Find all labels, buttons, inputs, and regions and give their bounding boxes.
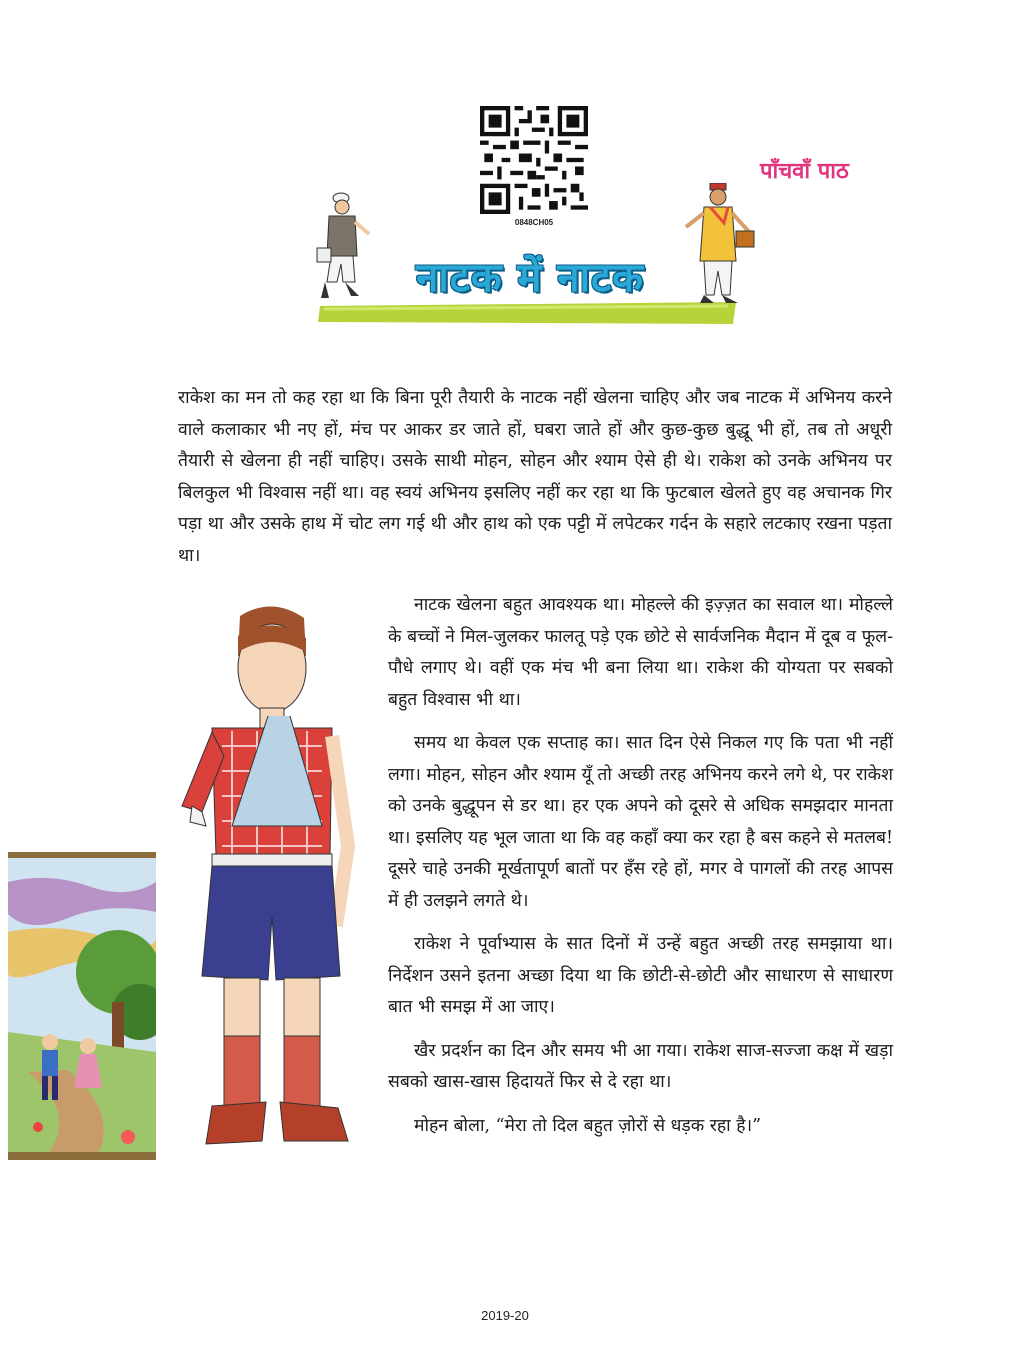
page-footer-year: 2019-20 — [481, 1308, 529, 1323]
body-paragraph: मोहन बोला, “मेरा तो दिल बहुत ज़ोरों से धड़क रहा है।” — [414, 1115, 762, 1136]
title-banner-strip — [318, 300, 738, 326]
qr-code-label: 0848CH05 — [514, 218, 554, 227]
lesson-number: पाँचवाँ पाठ — [760, 159, 849, 184]
body-paragraph: नाटक खेलना बहुत आवश्यक था। मोहल्ले की इज़्ज़त का सवाल था। मोहल्ले के बच्चों ने मिल-जुलकर फालतू पड़े एक छोटे से सार्वजनिक मैदान में दूब व फूल-पौधे लगाए थे। वहीं एक मंच भी बना लिया था। राकेश की योग्यता पर सबको बहुत विश्वास भी था। — [388, 595, 893, 710]
chapter-title: नाटक में नाटक — [416, 255, 644, 301]
right-text-column — [388, 590, 893, 1154]
body-paragraph: राकेश ने पूर्वाभ्यास के सात दिनों में उन्हें बहुत अच्छी तरह समझाया था। निर्देशन उसने इतना अच्छा दिया था कि छोटी-से-छोटी और साधारण से साधारण बात भी समझ में आ जाए। — [388, 934, 893, 1017]
qr-code-icon — [480, 106, 588, 214]
intro-paragraph: राकेश का मन तो कह रहा था कि बिना पूरी तैयारी के नाटक नहीं खेलना चाहिए और जब नाटक में अभिनय करने वाले कलाकार भी नए हों, मंच पर आकर डर जाते हों, घबरा जाते हों और कुछ-कुछ बुद्धू भी हों, तब तो अधूरी तैयारी से खेलना ही नहीं चाहिए। उसके साथी मोहन, सोहन और श्याम ऐसे ही थे। राकेश को उनके अभिनय पर बिलकुल भी विश्वास नहीं था। वह स्वयं अभिनय इसलिए नहीं कर रहा था कि फुटबाल खेलते हुए वह अचानक गिर पड़ा था और उसके हाथ में चोट लग गई थी और हाथ को एक पट्टी में लपेटकर गर्दन के सहारे लटकाए रखना पड़ता था। — [178, 388, 892, 566]
man-with-bag-illustration — [680, 183, 758, 308]
body-paragraph: समय था केवल एक सप्ताह का। सात दिन ऐसे निकल गए कि पता भी नहीं लगा। मोहन, सोहन और श्याम यूँ तो अच्छी तरह अभिनय करने लगे थे, पर राकेश को उनके बुद्धूपन से डर था। हर एक अपने को दूसरे से अधिक समझदार मानता था। इसलिए यह भूल जाता था कि वह कहाँ क्या कर रहा है बस कहने से मतलब! दूसरे चाहे उनकी मूर्खतापूर्ण बातों पर हँस रहे हों, मगर वे पागलों की तरह आपस में ही उलझने लगते थे। — [388, 733, 893, 911]
body-paragraph: खैर प्रदर्शन का दिन और समय भी आ गया। राकेश साज-सज्जा कक्ष में खड़ा सबको खास-खास हिदायतें फिर से दे रहा था। — [388, 1040, 893, 1092]
walking-man-illustration — [315, 190, 377, 305]
children-walking-scene-illustration — [8, 852, 156, 1160]
boy-with-arm-sling-illustration — [172, 596, 372, 1171]
